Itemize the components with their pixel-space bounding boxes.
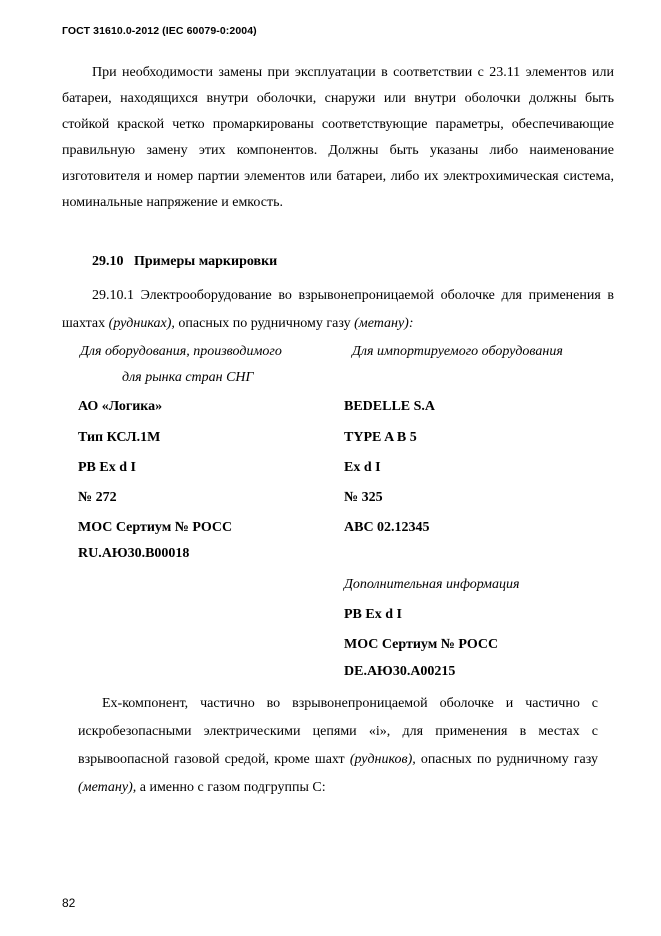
clause-1-mid: опасных по рудничному газу [174, 316, 355, 331]
page-header-standard: ГОСТ 31610.0-2012 (IEC 60079-0:2004) [62, 25, 257, 37]
additional-info-line: DE.АЮ30.А00215 [344, 664, 456, 679]
clause-1-em1: (рудниках), [108, 316, 175, 331]
page-number: 82 [62, 896, 76, 910]
section-number: 29.10 [92, 254, 124, 269]
right-marking-line: TYPE A B 5 [344, 430, 417, 445]
right-marking-line: BEDELLE S.A [344, 399, 436, 414]
intro-paragraph: При необходимости замены при эксплуатации в соответствии с 23.11 элементов или батареи, находящихся внутри оболочки, снаружи или внутри оболочки должны быть стойкой краской четко промаркированы соответствующие параметры, обеспечивающие правильную замену этих компонентов. Должны быть указаны либо наименование изготовителя и номер партии элементов или батареи, либо их электрохимическая система, номинальные напряжение и емкость. [62, 65, 614, 210]
additional-info-line: МОС Сертиум № РОСС [344, 637, 499, 652]
right-column-heading: Для импортируемого оборудования [352, 344, 563, 359]
clause-2-mid: опасных по рудничному газу [415, 752, 599, 767]
left-marking-line: Тип КСЛ.1М [78, 430, 161, 445]
clause-29-10-1 [62, 282, 614, 338]
left-marking-line: АО «Логика» [78, 399, 163, 414]
section-title: Примеры маркировки [134, 254, 278, 269]
right-marking-line: № 325 [344, 490, 383, 505]
section-heading [92, 254, 277, 270]
clause-2-lead: Ex-компонент, частично во взрывонепроницаемой оболочке и частично с искробезопасными электрическими цепями «i», для применения в местах с взрывоопасной газовой средой, кроме шахт [78, 696, 598, 767]
left-marking-line: РВ Ex d I [78, 460, 136, 475]
left-marking-line: № 272 [78, 490, 117, 505]
ex-component-paragraph [78, 690, 598, 802]
additional-info-line: РВ Ex d I [344, 607, 402, 622]
clause-1-lead: 29.10.1 Электрооборудование во взрывонепроницаемой оболочке для применения в шахтах [62, 288, 614, 331]
clause-2-em1: (рудников), [349, 752, 416, 767]
clause-2-em2: (метану), [78, 780, 137, 795]
right-marking-line: ABC 02.12345 [344, 520, 430, 535]
left-column-heading-line2: для рынка стран СНГ [122, 370, 254, 385]
clause-1-em2: (метану): [354, 316, 414, 331]
left-marking-line: МОС Сертиум № РОСС [78, 520, 233, 535]
additional-info-label: Дополнительная информация [344, 577, 520, 592]
right-marking-line: Ex d I [344, 460, 381, 475]
left-marking-line: RU.АЮ30.В00018 [78, 546, 190, 561]
clause-2-tail: а именно с газом подгруппы С: [136, 780, 326, 795]
left-column-heading-line1: Для оборудования, производимого [80, 344, 282, 359]
